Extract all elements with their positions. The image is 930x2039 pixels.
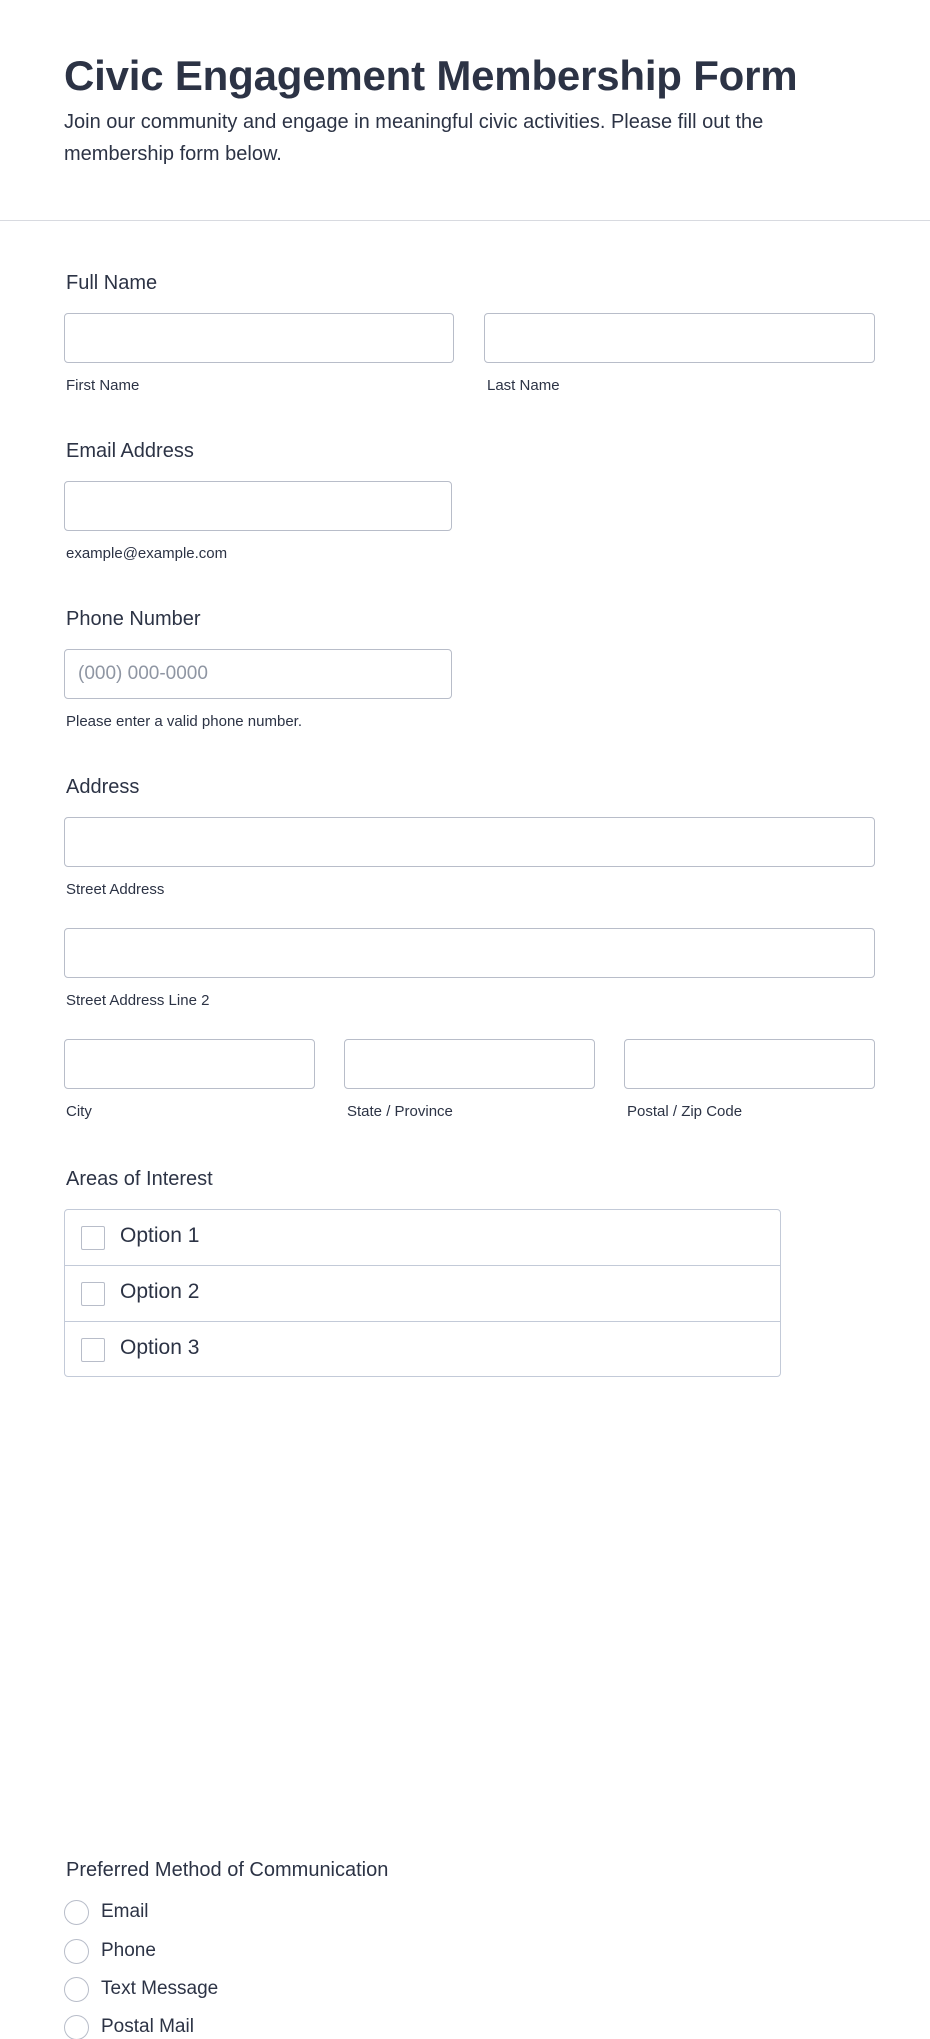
email-label: Email Address [66,440,194,462]
interest-option[interactable] [65,1322,780,1378]
last-name-input[interactable] [484,313,875,363]
zip-sublabel: Postal / Zip Code [627,1103,743,1120]
communication-option-label: Postal Mail [101,2016,194,2037]
city-sublabel: City [66,1103,92,1120]
interests-label: Areas of Interest [66,1168,213,1190]
interest-option-label: Option 2 [120,1280,200,1303]
first-name-input[interactable] [64,313,454,363]
street-address-sublabel: Street Address [66,881,165,898]
radio-button[interactable] [64,1977,89,2002]
interest-option[interactable] [65,1210,780,1266]
interests-checklist [64,1209,781,1377]
radio-button[interactable] [64,1900,89,1925]
communication-option-label: Text Message [101,1978,219,1999]
form-title: Civic Engagement Membership Form [64,52,798,99]
phone-input[interactable] [64,649,452,699]
street-address-input[interactable] [64,817,875,867]
zip-input[interactable] [624,1039,875,1089]
form-description: Join our community and engage in meaningful civic activities. Please fill out the membership form below. [64,111,764,165]
checkbox[interactable] [81,1338,105,1362]
state-sublabel: State / Province [347,1103,453,1120]
radio-button[interactable] [64,2015,89,2039]
email-sublabel: example@example.com [66,545,228,562]
state-input[interactable] [344,1039,595,1089]
address-label: Address [66,776,140,798]
radio-button[interactable] [64,1939,89,1964]
last-name-sublabel: Last Name [487,377,560,394]
first-name-sublabel: First Name [66,377,140,394]
checkbox[interactable] [81,1226,105,1250]
interest-option-label: Option 3 [120,1336,200,1359]
street-address-line2-sublabel: Street Address Line 2 [66,992,210,1009]
phone-sublabel: Please enter a valid phone number. [66,713,302,730]
phone-label: Phone Number [66,608,201,630]
form-header [0,0,930,221]
checkbox[interactable] [81,1282,105,1306]
interest-option[interactable] [65,1266,780,1322]
communication-label: Preferred Method of Communication [66,1859,389,1881]
full-name-label: Full Name [66,272,158,294]
communication-option-label: Phone [101,1940,156,1961]
email-input[interactable] [64,481,452,531]
communication-option-label: Email [101,1901,149,1922]
interest-option-label: Option 1 [120,1224,200,1247]
street-address-line2-input[interactable] [64,928,875,978]
city-input[interactable] [64,1039,315,1089]
